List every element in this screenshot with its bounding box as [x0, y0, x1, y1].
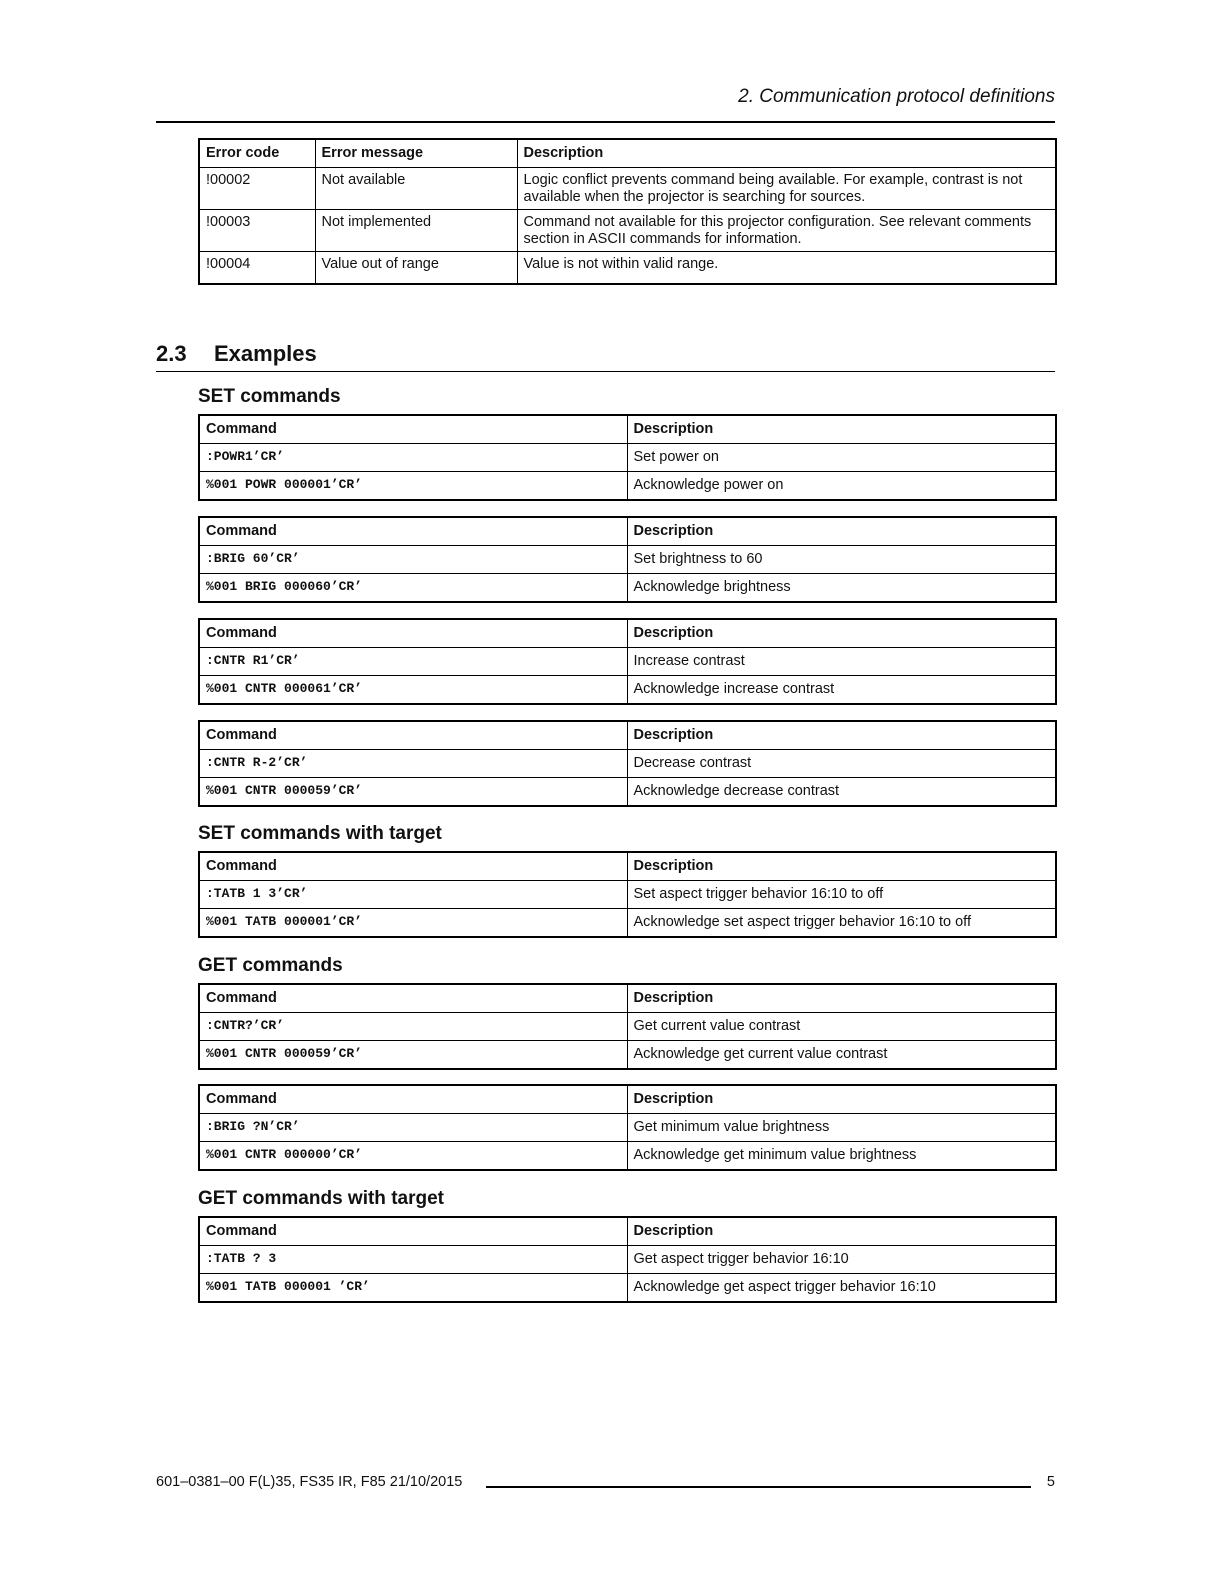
page-header-title: 2. Communication protocol definitions: [738, 86, 1055, 107]
section-title: Examples: [214, 341, 317, 366]
table-header-row: [199, 721, 1056, 750]
description-cell: Acknowledge set aspect trigger behavior 16:10 to off: [627, 909, 1056, 938]
command-cell: %001 TATB 000001 ’CR’: [199, 1274, 627, 1303]
error-code-table: [198, 138, 1057, 285]
command-cell: :TATB 1 3’CR’: [199, 881, 627, 909]
subsection-heading-set-target: SET commands with target: [198, 823, 442, 844]
column-header: Description: [627, 517, 1056, 546]
command-table: [198, 1216, 1057, 1303]
error-code: !00002: [199, 168, 315, 210]
column-header: Command: [199, 1217, 627, 1246]
table-row: [199, 1114, 1056, 1142]
command-table: [198, 983, 1057, 1070]
description-cell: Acknowledge get minimum value brightness: [627, 1142, 1056, 1171]
column-header: Description: [627, 619, 1056, 648]
error-message: Value out of range: [315, 252, 517, 285]
column-header: Description: [627, 415, 1056, 444]
section-number: 2.3: [156, 341, 187, 366]
column-header: Command: [199, 1085, 627, 1114]
subsection-heading-get: GET commands: [198, 955, 343, 976]
table-row: [199, 1041, 1056, 1070]
command-cell: :POWR1’CR’: [199, 444, 627, 472]
command-cell: :CNTR R1’CR’: [199, 648, 627, 676]
command-cell: :BRIG ?N’CR’: [199, 1114, 627, 1142]
header-rule: [156, 121, 1055, 123]
description-cell: Acknowledge power on: [627, 472, 1056, 501]
table-row: [199, 750, 1056, 778]
section-rule: [156, 371, 1055, 372]
table-header-row: [199, 984, 1056, 1013]
column-header: Description: [627, 984, 1056, 1013]
description-cell: Increase contrast: [627, 648, 1056, 676]
table-header-row: [199, 852, 1056, 881]
column-header: Command: [199, 852, 627, 881]
subsection-heading-set: SET commands: [198, 386, 341, 407]
description-cell: Decrease contrast: [627, 750, 1056, 778]
column-header: Description: [627, 1217, 1056, 1246]
subsection-heading-get-target: GET commands with target: [198, 1188, 444, 1209]
command-table: [198, 618, 1057, 705]
description-cell: Acknowledge get current value contrast: [627, 1041, 1056, 1070]
command-cell: %001 BRIG 000060’CR’: [199, 574, 627, 603]
column-header: Error code: [199, 139, 315, 168]
command-cell: :CNTR?’CR’: [199, 1013, 627, 1041]
table-row: [199, 546, 1056, 574]
column-header: Command: [199, 721, 627, 750]
column-header: Description: [627, 852, 1056, 881]
description-cell: Acknowledge increase contrast: [627, 676, 1056, 705]
error-code: !00004: [199, 252, 315, 285]
table-row: [199, 676, 1056, 705]
table-row: [199, 881, 1056, 909]
column-header: Command: [199, 619, 627, 648]
command-table: [198, 414, 1057, 501]
table-row: [199, 1246, 1056, 1274]
command-cell: %001 CNTR 000000’CR’: [199, 1142, 627, 1171]
column-header: Description: [627, 721, 1056, 750]
table-header-row: [199, 619, 1056, 648]
table-header-row: [199, 1085, 1056, 1114]
command-cell: :TATB ? 3: [199, 1246, 627, 1274]
description-cell: Set power on: [627, 444, 1056, 472]
command-cell: :CNTR R-2’CR’: [199, 750, 627, 778]
table-row: [199, 574, 1056, 603]
column-header: Description: [517, 139, 1056, 168]
footer-document-id: 601–0381–00 F(L)35, FS35 IR, F85 21/10/2015: [156, 1474, 463, 1490]
command-cell: %001 TATB 000001’CR’: [199, 909, 627, 938]
error-description: Command not available for this projector configuration. See relevant comments section in ASCII commands for information.: [517, 210, 1056, 252]
command-cell: :BRIG 60’CR’: [199, 546, 627, 574]
table-header-row: [199, 139, 1056, 168]
table-row: [199, 778, 1056, 807]
column-header: Error message: [315, 139, 517, 168]
command-table: [198, 720, 1057, 807]
table-row: [199, 1142, 1056, 1171]
page-number: 5: [1046, 1474, 1055, 1490]
description-cell: Get current value contrast: [627, 1013, 1056, 1041]
table-row: [199, 1274, 1056, 1303]
description-cell: Get aspect trigger behavior 16:10: [627, 1246, 1056, 1274]
table-row: [199, 444, 1056, 472]
table-row: [199, 210, 1056, 252]
description-cell: Set brightness to 60: [627, 546, 1056, 574]
section-heading: [156, 341, 317, 367]
description-cell: Acknowledge decrease contrast: [627, 778, 1056, 807]
command-cell: %001 CNTR 000059’CR’: [199, 1041, 627, 1070]
column-header: Command: [199, 984, 627, 1013]
table-header-row: [199, 415, 1056, 444]
command-cell: %001 CNTR 000059’CR’: [199, 778, 627, 807]
error-message: Not implemented: [315, 210, 517, 252]
description-cell: Acknowledge get aspect trigger behavior 16:10: [627, 1274, 1056, 1303]
error-description: Logic conflict prevents command being available. For example, contrast is not available when the projector is searching for sources.: [517, 168, 1056, 210]
error-description: Value is not within valid range.: [517, 252, 1056, 285]
table-row: [199, 909, 1056, 938]
description-cell: Set aspect trigger behavior 16:10 to off: [627, 881, 1056, 909]
footer-rule: [486, 1486, 1031, 1488]
description-cell: Get minimum value brightness: [627, 1114, 1056, 1142]
command-cell: %001 POWR 000001’CR’: [199, 472, 627, 501]
description-cell: Acknowledge brightness: [627, 574, 1056, 603]
table-header-row: [199, 1217, 1056, 1246]
command-table: [198, 516, 1057, 603]
column-header: Description: [627, 1085, 1056, 1114]
column-header: Command: [199, 415, 627, 444]
table-row: [199, 1013, 1056, 1041]
table-row: [199, 472, 1056, 501]
table-row: [199, 168, 1056, 210]
command-table: [198, 851, 1057, 938]
table-row: [199, 252, 1056, 285]
table-row: [199, 648, 1056, 676]
command-cell: %001 CNTR 000061’CR’: [199, 676, 627, 705]
error-message: Not available: [315, 168, 517, 210]
column-header: Command: [199, 517, 627, 546]
error-code: !00003: [199, 210, 315, 252]
command-table: [198, 1084, 1057, 1171]
table-header-row: [199, 517, 1056, 546]
